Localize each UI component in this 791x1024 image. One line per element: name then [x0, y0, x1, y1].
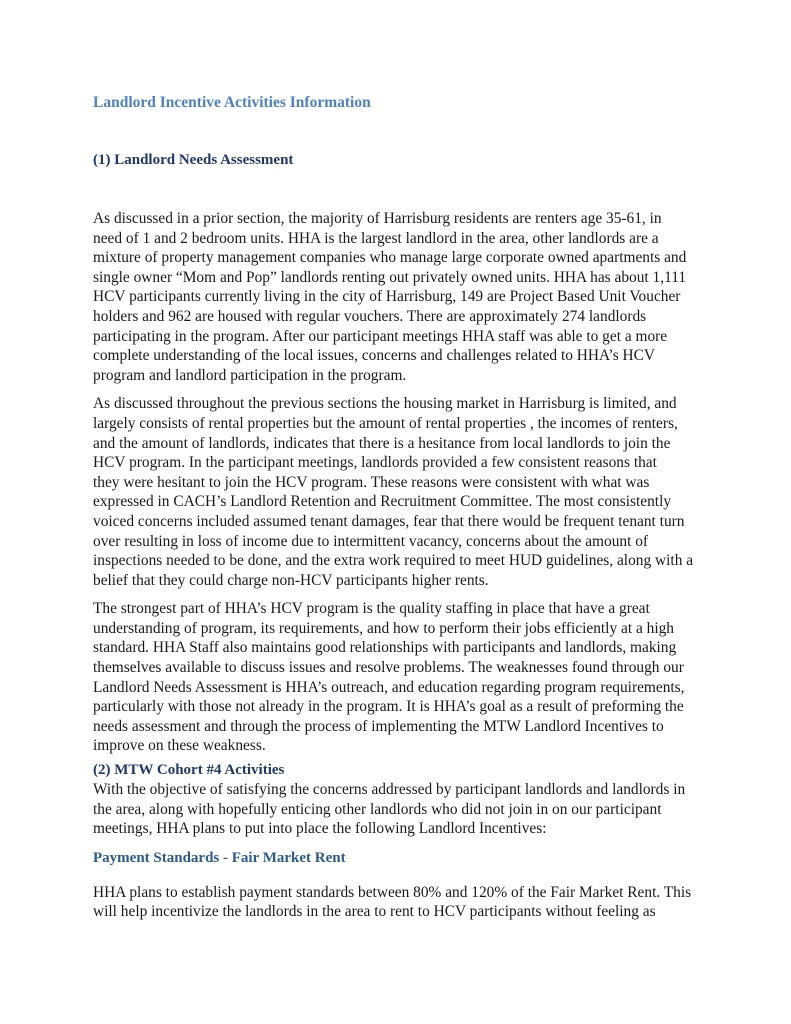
text-line: largely consists of rental properties but the amount of rental properties , the incomes of renters, [93, 414, 678, 432]
text-line: needs assessment and through the process of implementing the MTW Landlord Incentives to [93, 717, 664, 735]
text-line: As discussed throughout the previous sections the housing market in Harrisburg is limited, and [93, 395, 677, 413]
text-line: voiced concerns included assumed tenant damages, fear that there would be frequent tenant turn [93, 512, 685, 530]
text-line: improve on these weakness. [93, 737, 266, 755]
text-line: single owner “Mom and Pop” landlords renting out privately owned units. HHA has about 1,111 [93, 268, 687, 286]
text-line: and the amount of landlords, indicates that there is a hesitance from local landlords to join the [93, 434, 671, 452]
text-line: participating in the program. After our participant meetings HHA staff was able to get a more [93, 327, 668, 345]
text-line: meetings, HHA plans to put into place the following Landlord Incentives: [93, 820, 547, 838]
section-heading-mtw-cohort-activities: (2) MTW Cohort #4 Activities [93, 762, 285, 779]
document-page [93, 93, 763, 922]
text-line: HCV program. In the participant meetings, landlords provided a few consistent reasons that [93, 454, 657, 472]
text-line: complete understanding of the local issues, concerns and challenges related to HHA’s HCV [93, 347, 656, 365]
paragraph-cohort-intro [93, 780, 763, 839]
paragraph-strengths-weaknesses [93, 599, 763, 756]
document-title: Landlord Incentive Activities Information [93, 94, 371, 111]
text-line: they were hesitant to join the HCV program. These reasons were consistent with what was [93, 473, 650, 491]
text-line: inspections needed to be done, and the extra work required to meet HUD guidelines, along with a [93, 552, 694, 570]
text-line: will help incentivize the landlords in the area to rent to HCV participants without feeling as [93, 903, 656, 921]
text-line: particularly with those not already in the program. It is HHA’s goal as a result of preforming the [93, 698, 684, 716]
text-line: expressed in CACH’s Landlord Retention and Recruitment Committee. The most consistently [93, 493, 672, 511]
text-line: mixture of property management companies who manage large corporate owned apartments and [93, 249, 687, 267]
paragraph-housing-market [93, 394, 763, 590]
text-line: The strongest part of HHA’s HCV program is the quality staffing in place that have a great [93, 600, 650, 618]
paragraph-payment-standards [93, 883, 763, 922]
text-line: over resulting in loss of income due to intermittent vacancy, concerns about the amount of [93, 532, 649, 550]
text-line: understanding of program, its requirements, and how to perform their jobs efficiently at a high [93, 619, 674, 637]
text-line: With the objective of satisfying the concerns addressed by participant landlords and landlords in [93, 781, 686, 799]
subsection-heading-payment-standards: Payment Standards - Fair Market Rent [93, 849, 346, 866]
text-line: themselves available to discuss issues and resolve problems. The weaknesses found through our [93, 659, 684, 677]
text-line: HCV participants currently living in the city of Harrisburg, 149 are Project Based Unit Voucher [93, 288, 681, 306]
text-line: As discussed in a prior section, the majority of Harrisburg residents are renters age 35-61, in [93, 210, 662, 227]
text-line: Landlord Needs Assessment is HHA’s outreach, and education regarding program requirements, [93, 678, 685, 696]
paragraph-needs-intro [93, 209, 763, 385]
text-line: HHA plans to establish payment standards between 80% and 120% of the Fair Market Rent. This [93, 883, 692, 901]
text-line: holders and 962 are housed with regular vouchers. There are approximately 274 landlords [93, 307, 647, 325]
text-line: program and landlord participation in the program. [93, 366, 407, 384]
text-line: standard. HHA Staff also maintains good relationships with participants and landlords, making [93, 639, 677, 657]
section-heading-landlord-needs-assessment: (1) Landlord Needs Assessment [93, 152, 294, 168]
text-line: belief that they could charge non-HCV participants higher rents. [93, 571, 489, 589]
text-line: the area, along with hopefully enticing other landlords who did not join in on our participant [93, 800, 662, 818]
text-line: need of 1 and 2 bedroom units. HHA is the largest landlord in the area, other landlords are a [93, 229, 659, 247]
